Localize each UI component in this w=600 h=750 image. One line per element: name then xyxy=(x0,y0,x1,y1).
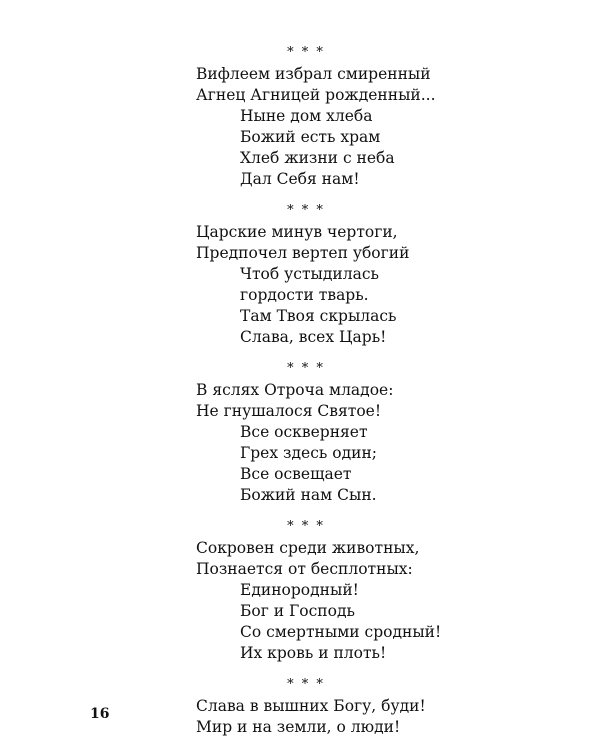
stanza xyxy=(196,64,576,190)
stanza xyxy=(196,538,576,664)
poem-line: Дал Себя нам! xyxy=(240,170,360,188)
poem-line: Вифлеем избрал смиренный xyxy=(196,65,431,83)
stanza-separator: * * * xyxy=(287,361,325,376)
poem-line: Единородный! xyxy=(240,581,359,599)
poem-line: Со смертными сродный! xyxy=(240,623,442,641)
poem-line: Грех здесь один; xyxy=(240,444,378,462)
stanza-separator: * * * xyxy=(287,203,325,218)
poem-line: Сокровен среди животных, xyxy=(196,539,420,557)
poem-line: Слава, всех Царь! xyxy=(240,328,387,346)
stanza xyxy=(196,696,576,738)
poem-line: Царские минув чертоги, xyxy=(196,223,398,241)
poem-line: Ныне дом хлеба xyxy=(240,107,373,125)
stanza-separator: * * * xyxy=(287,677,325,692)
poem-line: гордости тварь. xyxy=(240,286,369,304)
poem-line: Бог и Господь xyxy=(240,602,355,620)
poem-line: Предпочел вертеп убогий xyxy=(196,244,410,262)
poem-line: В яслях Отроча младое: xyxy=(196,381,394,399)
poem-line: Не гнушалося Святое! xyxy=(196,402,382,420)
poem-line: Все оскверняет xyxy=(240,423,368,441)
poem-line: Хлеб жизни с неба xyxy=(240,149,395,167)
poem-line: Все освещает xyxy=(240,465,352,483)
poem-line: Познается от бесплотных: xyxy=(196,560,413,578)
stanza xyxy=(196,380,576,506)
poem-line: Божий нам Сын. xyxy=(240,486,377,504)
stanza xyxy=(196,222,576,348)
poem xyxy=(196,42,576,748)
poem-line: Там Твоя скрылась xyxy=(240,307,397,325)
stanza-separator: * * * xyxy=(287,519,325,534)
stanza-separator: * * * xyxy=(287,45,325,60)
poem-line: Слава в вышних Богу, буди! xyxy=(196,697,426,715)
poem-line: Агнец Агницей рожденный... xyxy=(196,86,436,104)
page-number: 16 xyxy=(90,706,110,722)
poem-line: Их кровь и плоть! xyxy=(240,644,387,662)
poem-line: Божий есть храм xyxy=(240,128,381,146)
poem-line: Мир и на земли, о люди! xyxy=(196,718,401,736)
poem-line: Чтоб устыдилась xyxy=(240,265,379,283)
